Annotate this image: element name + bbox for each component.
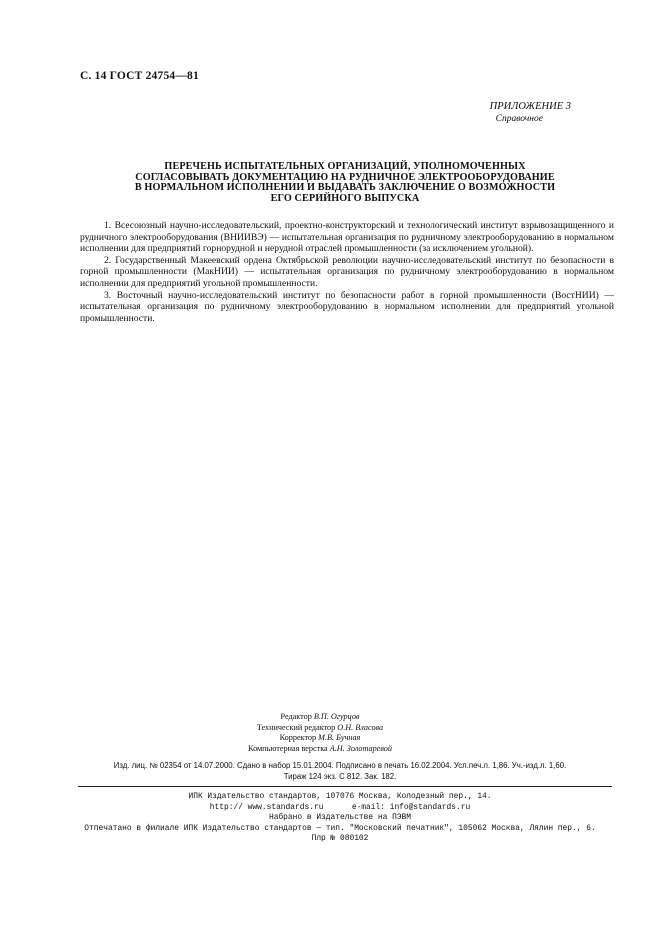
footer-line: Набрано в Издательстве на ПЭВМ <box>268 813 412 823</box>
list-item: 1. Всесоюзный научно-исследовательский, проектно-конструкторский и технологический институт взрывозащищенного и рудничного электрооборудования (ВНИИВЭ) — испытательная организация по рудничному электрооборудованию в нормальном исполнении для предприятий горнорудной и нерудной отраслей промышленности (за исключением угольной). <box>80 220 614 255</box>
publication-info <box>70 761 610 782</box>
publication-line: Изд. лиц. № 02354 от 14.07.2000. Сдано в набор 15.01.2004. Подписано в печать 16.02.2004. Усл.печ.л. 1,86. Уч.-изд.л. 1,60. <box>113 761 567 770</box>
appendix-label: ПРИЛОЖЕНИЕ 3 <box>489 101 571 112</box>
appendix-type: Справочное <box>495 114 543 124</box>
appendix-label-block <box>490 101 571 125</box>
list-item: 3. Восточный научно-исследовательский институт по безопасности работ в горной промышленности (ВостНИИ) — испытательная организация по рудничному электрооборудованию в нормальном исполнении для предприятий угольной промышленности. <box>80 289 614 324</box>
page-header: С. 14 ГОСТ 24754—81 <box>80 70 199 82</box>
credit-tech-editor: Технический редактор О.Н. Власова <box>256 722 384 732</box>
title-line: В НОРМАЛЬНОМ ИСПОЛНЕНИИ И ВЫДАВАТЬ ЗАКЛЮЧЕНИЕ О ВОЗМОЖНОСТИ <box>134 182 556 194</box>
credit-editor: Редактор В.П. Огурцов <box>280 712 360 721</box>
footer-line: http:// www.standards.ru e-mail: info@standards.ru <box>209 802 471 812</box>
list-item: 2. Государственный Макеевский ордена Октябрьской революции научно-исследовательский институт по безопасности в горной промышленности (МакНИИ) — испытательная организация по рудничному электрооборудованию в нормальном исполнении для предприятий угольной промышленности. <box>80 254 614 289</box>
organization-list <box>80 220 614 324</box>
credits-block <box>100 712 540 754</box>
title-line: ЕГО СЕРИЙНОГО ВЫПУСКА <box>270 192 420 204</box>
title-line: ПЕРЕЧЕНЬ ИСПЫТАТЕЛЬНЫХ ОРГАНИЗАЦИЙ, УПОЛНОМОЧЕННЫХ <box>164 161 526 172</box>
title-line: СОГЛАСОВЫВАТЬ ДОКУМЕНТАЦИЮ НА РУДНИЧНОЕ ЭЛЕКТРООБОРУДОВАНИЕ <box>135 171 555 183</box>
publication-line: Тираж 124 экз. С 812. Зак. 182. <box>283 771 397 781</box>
footer-line: Плр № 080102 <box>311 834 369 844</box>
publisher-footer <box>70 792 610 845</box>
credit-corrector: Корректор М.В. Бучная <box>279 733 361 743</box>
footer-line: ИПК Издательство стандартов, 107076 Москва, Колодезный пер., 14. <box>188 792 492 801</box>
divider-line <box>78 786 612 787</box>
footer-line: Отпечатано в филиале ИПК Издательство стандартов — тип. "Московский печатник", 105062 Москва, Лялин пер., 6. <box>84 823 596 833</box>
credit-layout: Компьютерная верстка А.Н. Золотаревой <box>248 743 392 753</box>
document-title <box>80 162 610 204</box>
